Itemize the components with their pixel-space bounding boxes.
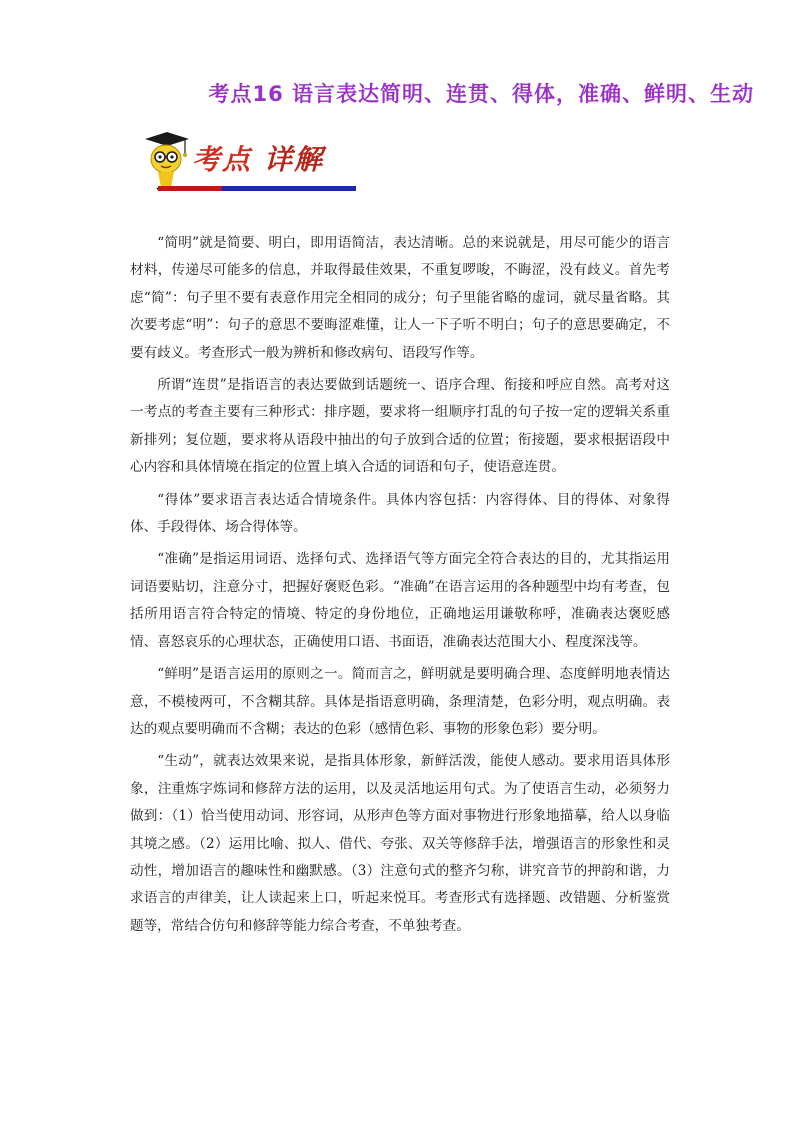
paragraph-xianming: “鲜明”是语言运用的原则之一。简而言之，鲜明就是要明确合理、态度鲜明地表情达意，不模棱两可，不含糊其辞。具体是指语意明确，条理清楚，色彩分明，观点明确。表达的观点要明确而不含糊；表达的色彩（感情色彩、事物的形象色彩）要分明。: [130, 666, 670, 737]
paragraph-lianguan: 所谓“连贯”是指语言的表达要做到话题统一、语序合理、衔接和呼应自然。高考对这一考点的考查主要有三种形式：排序题，要求将一组顺序打乱的句子按一定的逻辑关系重新排列；复位题，要求将从语段中抽出的句子放到合适的位置；衔接题，要求根据语段中心内容和具体情境在指定的位置上填入合适的词语和句子，使语意连贯。: [130, 377, 670, 476]
article-body: [130, 230, 670, 945]
banner-kaodian-text: 考点: [192, 143, 253, 176]
graduate-mascot-icon: [140, 130, 194, 190]
paragraph-deti: “得体”要求语言表达适合情境条件。具体内容包括：内容得体、目的得体、对象得体、手段得体、场合得体等。: [130, 491, 670, 536]
banner-underline: [158, 186, 356, 191]
banner-xiangjie-text: 详解: [264, 143, 325, 176]
paragraph-shengdong: “生动”，就表达效果来说，是指具体形象，新鲜活泼，能使人感动。要求用语具体形象，注重炼字炼词和修辞方法的运用，以及灵活地运用句式。为了使语言生动，必须努力做到：（1）恰当使用动词、形容词，从形声色等方面对事物进行形象地描摹，给人以身临其境之感。（2）运用比喻、拟人、借代、夸张、双关等修辞手法，增强语言的形象性和灵动性，增加语言的趣味性和幽默感。（3）注意句式的整齐匀称，讲究音节的押韵和谐，力求语言的声律美，让人读起来上口，听起来悦耳。考查形式有选择题、改错题、分析鉴赏题等，常结合仿句和修辞等能力综合考查，不单独考查。: [130, 753, 670, 934]
section-banner: [140, 128, 356, 196]
paragraph-zhunque: “准确”是指运用词语、选择句式、选择语气等方面完全符合表达的目的，尤其指运用词语要贴切，注意分寸，把握好褒贬色彩。“准确”在语言运用的各种题型中均有考查，包括所用语言符合特定的情境、特定的身份地位，正确地运用谦敬称呼，准确表达褒贬感情、喜怒哀乐的心理状态，正确使用口语、书面语，准确表达范围大小、程度深浅等。: [130, 551, 670, 650]
page-title: 考点16 语言表达简明、连贯、得体，准确、鲜明、生动: [208, 82, 754, 106]
paragraph-jianming: “简明”就是简要、明白，即用语简洁，表达清晰。总的来说就是，用尽可能少的语言材料，传递尽可能多的信息，并取得最佳效果，不重复啰唆，不晦涩，没有歧义。首先考虑“简”：句子里不要有表意作用完全相同的成分；句子里能省略的虚词，就尽量省略。其次要考虑“明”：句子的意思不要晦涩难懂，让人一下子听不明白；句子的意思要确定，不要有歧义。考查形式一般为辨析和修改病句、语段写作等。: [130, 235, 670, 361]
